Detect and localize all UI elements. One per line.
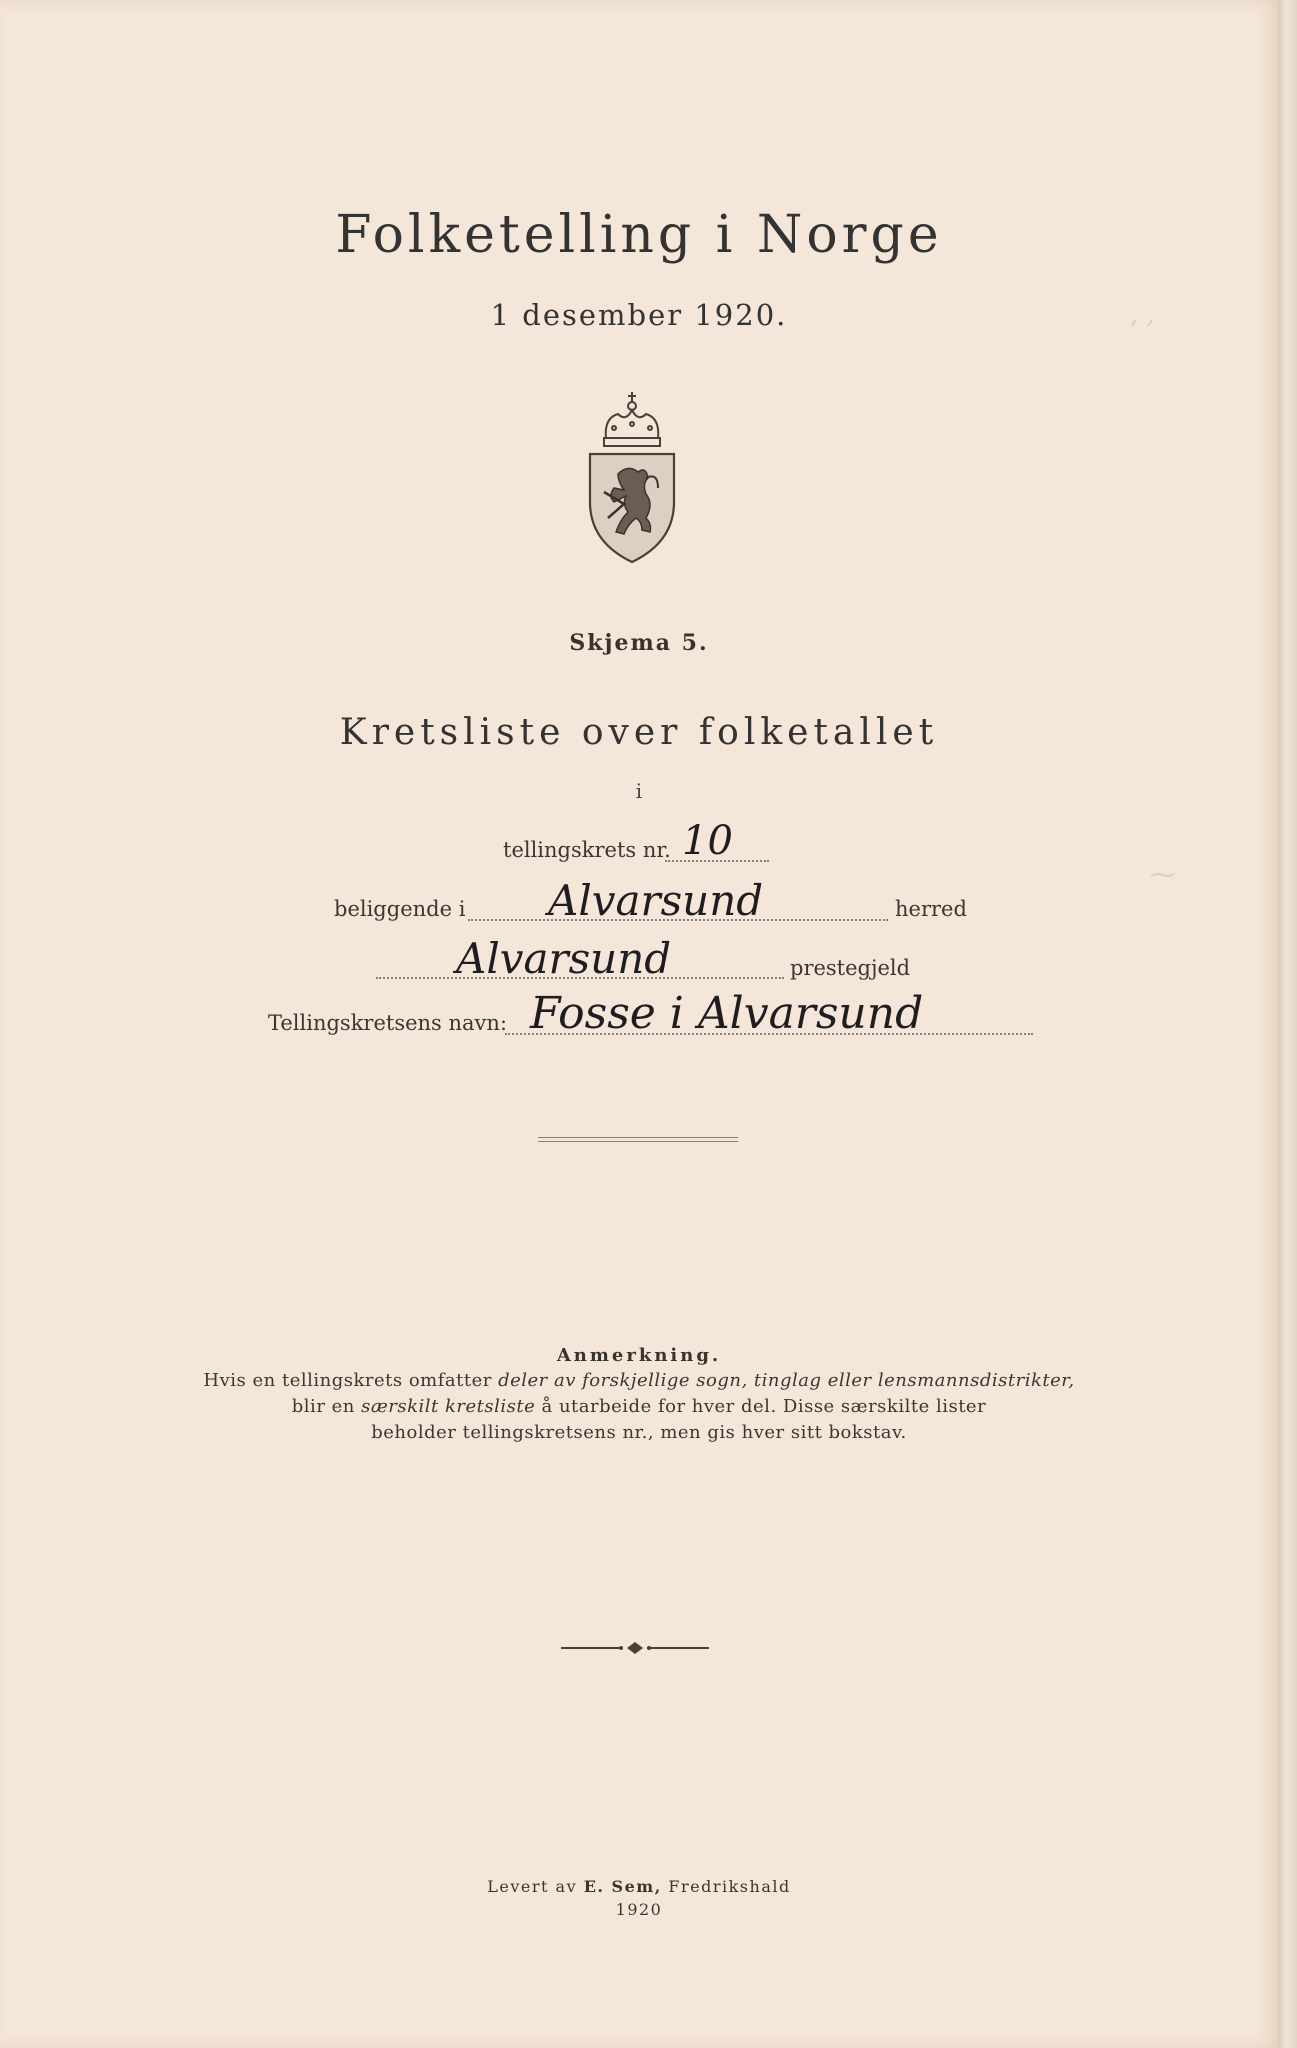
norwegian-coat-of-arms-icon	[584, 392, 680, 564]
district-number-value: 10	[682, 818, 733, 864]
district-name-label: Tellingskretsens navn:	[268, 1011, 508, 1035]
next-page-edge	[1278, 0, 1297, 2048]
preposition-i: i	[635, 779, 643, 803]
ornament-divider-icon	[557, 1640, 713, 1656]
divider-rule	[538, 1141, 738, 1142]
form-heading: Kretsliste over folketallet	[339, 712, 939, 753]
printer-year: 1920	[615, 1900, 663, 1919]
parish-suffix: prestegjeld	[790, 956, 911, 980]
note-title: Anmerkning.	[556, 1345, 722, 1366]
bleed-through-mark: , ,	[1130, 300, 1155, 330]
located-in-label: beliggende i	[334, 897, 466, 921]
note-line-3: beholder tellingskretsens nr., men gis hver sitt bokstav.	[371, 1422, 907, 1443]
municipality-suffix: herred	[895, 897, 967, 921]
district-number-label: tellingskrets nr.	[503, 838, 671, 862]
bleed-through-mark: ⁓	[1150, 860, 1176, 890]
divider-rule	[538, 1137, 738, 1138]
printer-credit: Levert av E. Sem, Fredrikshald	[487, 1877, 791, 1896]
note-line-1: Hvis en tellingskrets omfatter deler av forskjellige sogn, tinglag eller lensmannsdistrikter,	[203, 1370, 1075, 1391]
note-line-2: blir en særskilt kretsliste å utarbeide for hver del. Disse særskilte lister	[291, 1396, 987, 1417]
page-title: Folketelling i Norge	[335, 205, 943, 265]
parish-value: Alvarsund	[456, 934, 672, 983]
census-date: 1 desember 1920.	[490, 298, 788, 332]
district-name-value: Fosse i Alvarsund	[530, 988, 924, 1039]
municipality-value: Alvarsund	[548, 876, 764, 925]
schema-number: Skjema 5.	[569, 630, 709, 656]
